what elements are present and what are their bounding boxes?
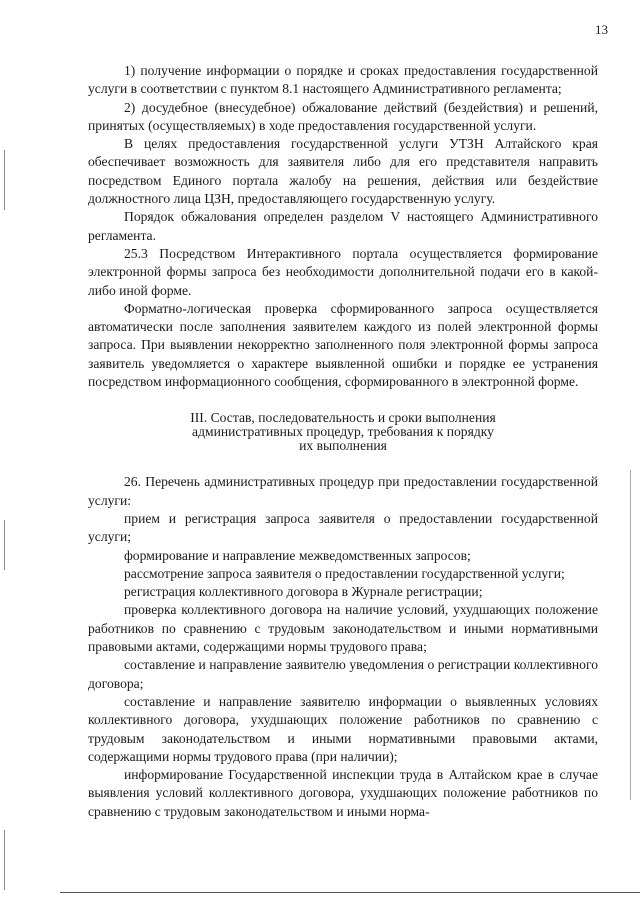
section-heading (88, 411, 598, 453)
list-item: прием и регистрация запроса заявителя о предоставлении государственной услуги; (88, 510, 598, 545)
scan-edge-mark (4, 830, 5, 890)
document-body (88, 62, 598, 821)
paragraph: В целях предоставления государственной услуги УТЗН Алтайского края обеспечивает возможность для заявителя либо для его представителя направить посредством Единого портала жалобу на решения, действия или бездействие должностного лица ЦЗН, предоставляющего государственную услугу. (88, 136, 598, 207)
section-heading-line: III. Состав, последовательность и сроки выполнения (190, 410, 496, 426)
list-item: составление и направление заявителю уведомления о регистрации коллективного договора; (88, 657, 598, 691)
page-bottom-edge (60, 892, 640, 893)
list-item: информирование Государственной инспекции труда в Алтайском крае в случае выявления условий коллективного договора, ухудшающих положение работников по сравнению с трудовым законодательством и иными норма- (88, 767, 598, 819)
section-heading-line: их выполнения (299, 438, 387, 454)
list-item: формирование и направление межведомственных запросов; (124, 547, 471, 563)
scan-edge-mark (4, 520, 5, 570)
paragraph: 2) досудебное (внесудебное) обжалование действий (бездействия) и решений, принятых (осуществляемых) в ходе предоставления государственной услуги. (88, 99, 598, 133)
section-heading-line: административных процедур, требования к порядку (192, 424, 494, 440)
paragraph: 26. Перечень административных процедур при предоставлении государственной услуги: (88, 474, 598, 508)
scan-edge-mark (630, 470, 631, 800)
list-item: регистрация коллективного договора в Журнале регистрации; (124, 584, 483, 600)
paragraph: 1) получение информации о порядке и сроках предоставления государственной услуги в соответствии с пунктом 8.1 настоящего Административного регламента; (88, 63, 598, 97)
paragraph: Форматно-логическая проверка сформированного запроса осуществляется автоматически после заполнения заявителем каждого из полей электронной формы запроса. При выявлении некорректно заполненного поля электронной формы запроса заявитель уведомляется о характере выявленной ошибки и порядке ее устранения посредством информационного сообщения, сформированного в электронной форме. (88, 300, 598, 390)
list-item: рассмотрение запроса заявителя о предоставлении государственной услуги; (124, 565, 565, 581)
paragraph: 25.3 Посредством Интерактивного портала осуществляется формирование электронной формы запроса без необходимости дополнительной подачи его в какой-либо иной форме. (88, 245, 598, 298)
page-number: 13 (595, 22, 608, 37)
list-item: составление и направление заявителю информации о выявленных условиях коллективного договора, ухудшающих положение работников по сравнению с трудовым законодательством и иными нормативными правовыми актами, содержащими нормы трудового права (при наличии); (88, 693, 598, 764)
list-item: проверка коллективного договора на наличие условий, ухудшающих положение работников по сравнению с трудовым законодательством и иными нормативными правовыми актами, содержащими нормы трудового права; (88, 602, 598, 655)
scan-edge-mark (4, 150, 5, 210)
paragraph: Порядок обжалования определен разделом V настоящего Административного регламента. (88, 209, 598, 243)
